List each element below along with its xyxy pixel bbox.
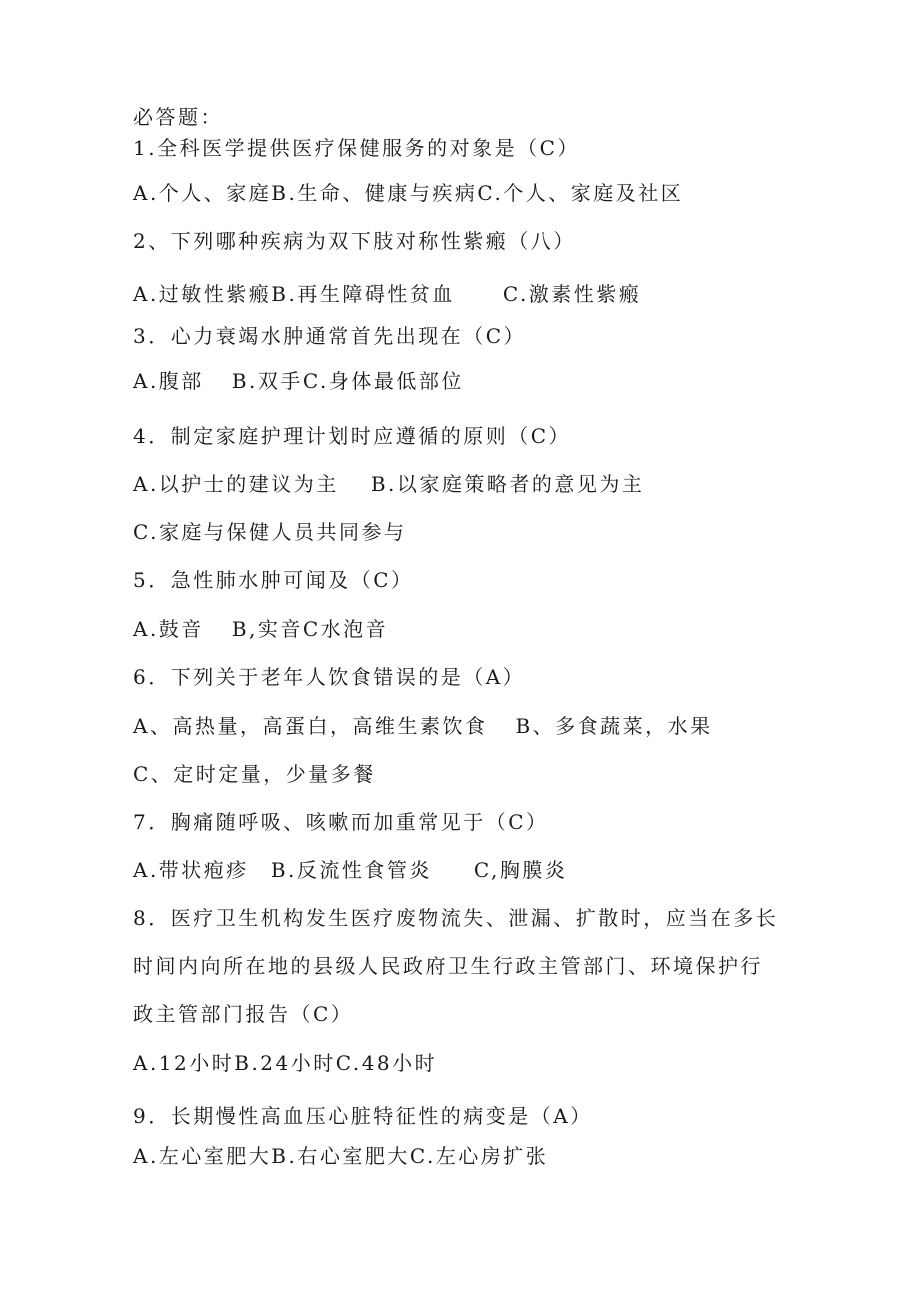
question-8-line-3: 政主管部门报告（C） bbox=[133, 1002, 354, 1026]
question-4: 4．制定家庭护理计划时应遵循的原则（C） bbox=[133, 424, 572, 448]
question-2: 2、下列哪种疾病为双下肢对称性紫瘢（八） bbox=[133, 229, 576, 253]
question-4-options bbox=[133, 471, 644, 497]
question-9-options: A.左心室肥大B.右心室肥大C.左心房扩张 bbox=[133, 1144, 549, 1168]
option-text: A.以护士的建议为主 bbox=[133, 472, 339, 496]
question-9: 9．长期慢性高血压心脏特征性的病变是（A） bbox=[133, 1104, 593, 1128]
option-text: A.鼓音 bbox=[133, 617, 204, 641]
option-text: C,胸膜炎 bbox=[473, 858, 568, 882]
question-1-options: A.个人、家庭B.生命、健康与疾病C.个人、家庭及社区 bbox=[133, 181, 684, 205]
option-text: A.带状疱疹 bbox=[133, 858, 249, 882]
question-8-options: A.12小时B.24小时C.48小时 bbox=[133, 1051, 438, 1075]
option-text: B,实音C水泡音 bbox=[231, 617, 389, 641]
question-6-options-continued: C、定时定量，少量多餐 bbox=[133, 762, 376, 786]
option-text: B.反流性食管炎 bbox=[270, 858, 432, 882]
question-5-options bbox=[133, 616, 388, 642]
question-7: 7．胸痛随呼吸、咳嗽而加重常见于（C） bbox=[133, 810, 549, 834]
option-text: B.双手C.身体最低部位 bbox=[231, 369, 464, 393]
question-5: 5．急性肺水肿可闻及（C） bbox=[133, 568, 414, 592]
question-6-options bbox=[133, 713, 713, 739]
question-7-options bbox=[133, 857, 567, 883]
question-3-options bbox=[133, 368, 464, 394]
question-6: 6．下列关于老年人饮食错误的是（A） bbox=[133, 665, 526, 689]
option-text: C.激素性紫瘢 bbox=[502, 282, 642, 306]
option-text: A.过敏性紫瘢B.再生障碍性贫血 bbox=[133, 282, 455, 306]
section-heading: 必答题： bbox=[133, 105, 223, 129]
question-2-options bbox=[133, 281, 641, 307]
question-8-line-2: 时间内向所在地的县级人民政府卫生行政主管部门、环境保护行 bbox=[133, 954, 763, 978]
question-4-options-continued: C.家庭与保健人员共同参与 bbox=[133, 520, 407, 544]
option-text: A.腹部 bbox=[133, 369, 204, 393]
option-text: A、高热量，高蛋白，高维生素饮食 bbox=[133, 714, 488, 738]
question-8-line-1: 8．医疗卫生机构发生医疗废物流失、泄漏、扩散时，应当在多长 bbox=[133, 906, 779, 930]
question-3: 3．心力衰竭水肿通常首先出现在（C） bbox=[133, 324, 527, 348]
option-text: B.以家庭策略者的意见为主 bbox=[370, 472, 645, 496]
option-text: B、多食蔬菜，水果 bbox=[515, 714, 713, 738]
question-1: 1.全科医学提供医疗保健服务的对象是（C） bbox=[133, 136, 580, 160]
